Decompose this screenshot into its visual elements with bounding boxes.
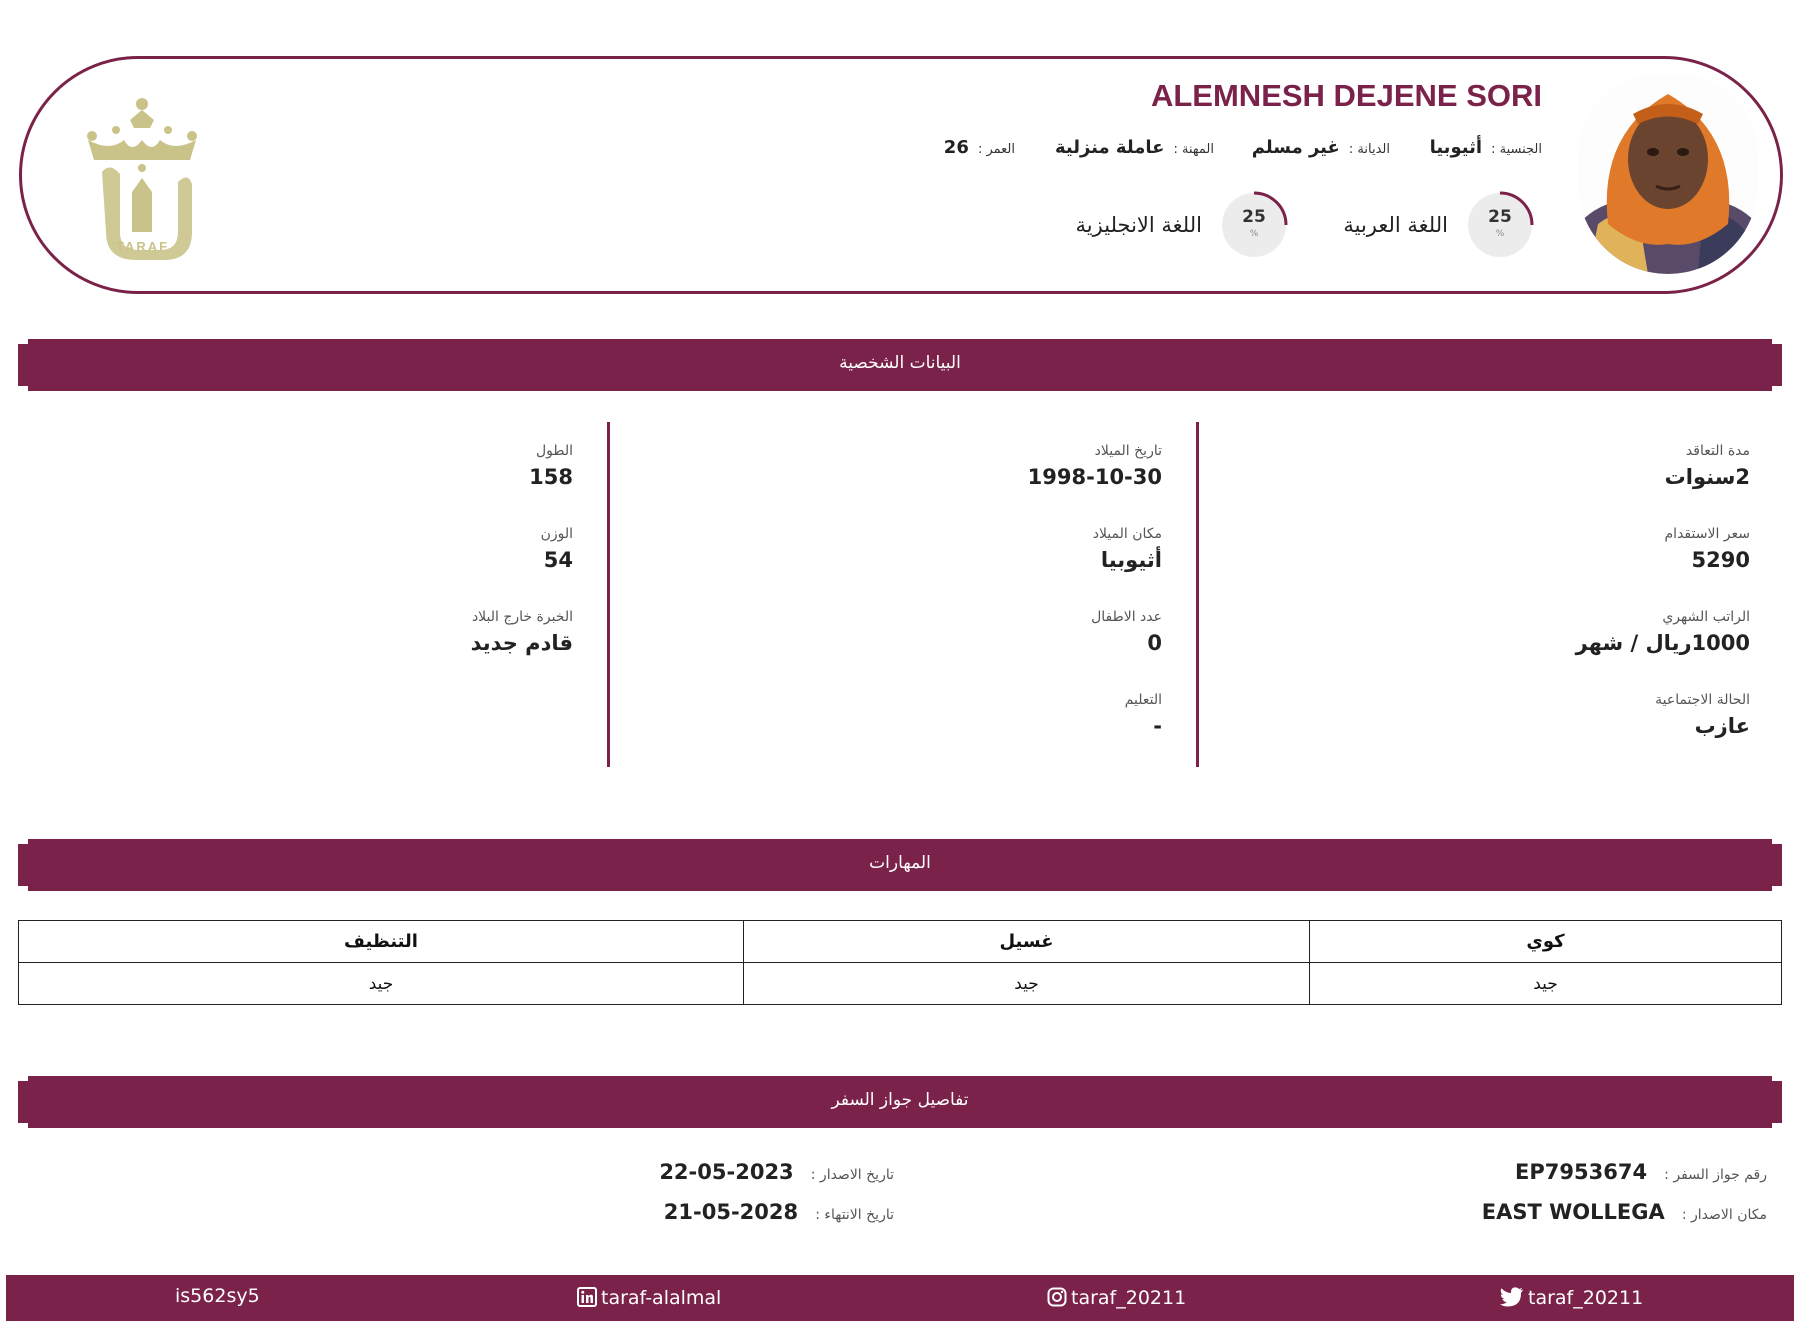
experience-field (313, 609, 573, 655)
column-divider-left (607, 422, 610, 767)
personal-data-title: البيانات الشخصية (839, 353, 961, 373)
passport-issue-field (659, 1160, 894, 1184)
skill-value-washing: جيد (744, 963, 1310, 1005)
footer-twitter-text: taraf_20211 (1528, 1287, 1644, 1309)
passport-place-field (1482, 1200, 1767, 1224)
contract-value: 2سنوات (1664, 465, 1750, 489)
recruit-price-value: 5290 (1691, 548, 1750, 572)
experience-value: قادم جديد (470, 631, 573, 655)
weight-field (313, 526, 573, 572)
education-label: التعليم (1124, 692, 1162, 708)
passport-number-label: رقم جواز السفر : (1664, 1167, 1767, 1183)
instagram-icon (1047, 1287, 1067, 1307)
language-arabic-percent: 25 (1488, 207, 1512, 227)
logo-text: TARAF (115, 239, 170, 254)
passport-place-label: مكان الاصدار : (1681, 1207, 1767, 1223)
language-arabic-percent-sign: % (1495, 229, 1505, 239)
height-field (313, 443, 573, 489)
footer-linkedin-link[interactable] (577, 1287, 721, 1309)
birthdate-field (902, 443, 1162, 489)
profession-field (1055, 137, 1214, 167)
language-arabic-arc (1464, 189, 1536, 261)
age-field (944, 137, 1015, 167)
language-english-name: اللغة الانجليزية (1075, 213, 1202, 237)
profile-photo (1578, 74, 1758, 274)
contract-label: مدة التعاقد (1685, 443, 1750, 459)
linkedin-icon (577, 1287, 597, 1307)
footer-instagram-text: taraf_20211 (1071, 1287, 1187, 1309)
height-value: 158 (529, 465, 573, 489)
education-field (902, 692, 1162, 738)
nationality-value: أثيوبيا (1429, 137, 1483, 158)
personal-data-header (18, 339, 1782, 391)
children-value: 0 (1147, 631, 1162, 655)
contract-field (1490, 443, 1750, 489)
salary-value: 1000ريال / شهر (1575, 631, 1750, 655)
twitter-icon (1500, 1287, 1524, 1307)
skills-header-row (19, 921, 1782, 963)
passport-number-value: EP7953674 (1515, 1160, 1648, 1184)
children-label: عدد الاطفال (1091, 609, 1162, 625)
passport-expiry-label: تاريخ الانتهاء : (815, 1207, 894, 1223)
birthplace-value: أثيوبيا (1100, 548, 1162, 572)
language-english-percent-sign: % (1249, 229, 1259, 239)
skill-header-washing: غسيل (744, 921, 1310, 963)
education-value: - (1153, 714, 1162, 738)
marital-value: عازب (1694, 714, 1750, 738)
footer (6, 1275, 1794, 1321)
nationality-field (1430, 137, 1542, 167)
marital-label: الحالة الاجتماعية (1655, 692, 1750, 708)
passport-issue-value: 2023-05-22 (659, 1160, 794, 1184)
skill-header-ironing: كوي (1310, 921, 1782, 963)
column-divider-right (1196, 422, 1199, 767)
birthdate-value: 1998-10-30 (1027, 465, 1162, 489)
passport-expiry-field (664, 1200, 894, 1224)
passport-expiry-value: 2028-05-21 (663, 1200, 799, 1224)
salary-label: الراتب الشهري (1662, 609, 1750, 625)
birthplace-label: مكان الميلاد (1092, 526, 1162, 542)
weight-value: 54 (543, 548, 573, 572)
taraf-logo (80, 92, 205, 262)
footer-code: is562sy5 (175, 1285, 260, 1307)
children-field (902, 609, 1162, 655)
skill-header-cleaning: التنظيف (19, 921, 744, 963)
skill-value-ironing: جيد (1310, 963, 1782, 1005)
profession-label: المهنة : (1173, 142, 1214, 157)
marital-field (1490, 692, 1750, 738)
age-label: العمر : (977, 142, 1015, 157)
skill-value-cleaning: جيد (19, 963, 744, 1005)
skills-table (18, 920, 1782, 1005)
passport-header (18, 1076, 1782, 1128)
passport-number-field (1515, 1160, 1767, 1184)
skills-header (18, 839, 1782, 891)
age-value: 26 (943, 137, 969, 158)
religion-label: الديانة : (1348, 142, 1390, 157)
footer-twitter-link[interactable] (1500, 1287, 1643, 1309)
recruit-price-field (1490, 526, 1750, 572)
salary-field (1490, 609, 1750, 655)
passport-title: تفاصيل جواز السفر (831, 1090, 969, 1110)
passport-place-value: EAST WOLLEGA (1481, 1200, 1665, 1224)
language-english-percent: 25 (1242, 207, 1266, 227)
weight-label: الوزن (540, 526, 573, 542)
language-english-arc (1218, 189, 1290, 261)
footer-linkedin-text: taraf-alalmal (601, 1287, 722, 1309)
religion-field (1252, 137, 1390, 167)
passport-issue-label: تاريخ الاصدار : (810, 1167, 894, 1183)
profession-value: عاملة منزلية (1054, 137, 1165, 158)
nationality-label: الجنسية : (1491, 142, 1542, 157)
skills-value-row (19, 963, 1782, 1005)
birthplace-field (902, 526, 1162, 572)
crown-icon (80, 92, 205, 262)
footer-instagram-link[interactable] (1047, 1287, 1186, 1309)
skills-title: المهارات (869, 853, 931, 873)
height-label: الطول (535, 443, 573, 459)
birthdate-label: تاريخ الميلاد (1094, 443, 1162, 459)
recruit-price-label: سعر الاستقدام (1664, 526, 1750, 542)
religion-value: غير مسلم (1251, 137, 1340, 158)
worker-name: ALEMNESH DEJENE SORI (1150, 78, 1542, 113)
language-arabic-name: اللغة العربية (1343, 213, 1448, 237)
experience-label: الخبرة خارج البلاد (471, 609, 573, 625)
